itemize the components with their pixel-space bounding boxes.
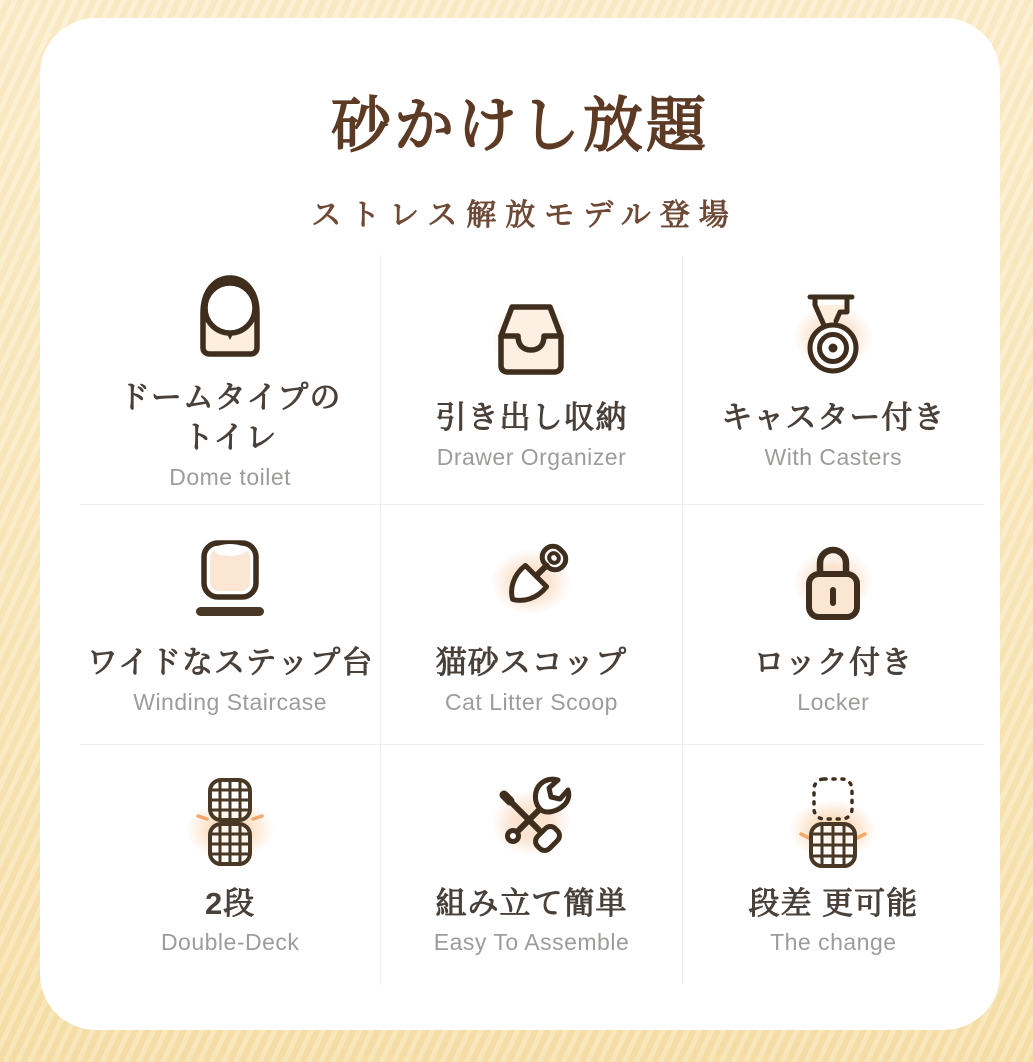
feature-label-en: With Casters	[764, 443, 903, 470]
feature-label-jp: ドームタイプの トイレ	[118, 380, 342, 455]
feature-cell-assemble	[381, 745, 682, 985]
feature-label-en: Dome toilet	[169, 463, 292, 490]
feature-label-en: The change	[770, 929, 897, 956]
feature-cell-dome-toilet	[80, 255, 381, 505]
page-title: 砂かけし放題	[331, 92, 709, 159]
feature-label-en: Double-Deck	[160, 929, 300, 956]
page-subtitle: ストレス解放モデル登場	[311, 199, 738, 232]
feature-label-jp: キャスター付き	[721, 400, 946, 436]
feature-label-en: Easy To Assemble	[433, 929, 630, 956]
feature-label-en: Cat Litter Scoop	[445, 688, 618, 715]
feature-label-en: Winding Staircase	[133, 688, 328, 715]
feature-cell-litter-scoop	[381, 505, 682, 745]
height-change-icon	[785, 774, 881, 870]
feature-label-jp: ワイドなステップ台	[86, 645, 374, 681]
feature-cell-double-deck	[80, 745, 381, 985]
feature-label-en: Locker	[797, 688, 870, 715]
caster-wheel-icon	[785, 288, 881, 384]
feature-label-jp: 2段	[205, 885, 256, 921]
litter-scoop-icon	[483, 533, 579, 629]
drawer-icon	[483, 288, 579, 384]
feature-cell-step-platform	[80, 505, 381, 745]
feature-cell-casters	[683, 255, 984, 505]
feature-label-jp: 組み立て簡単	[435, 885, 628, 921]
feature-label-jp: 猫砂スコップ	[435, 645, 628, 681]
feature-label-en: Drawer Organizer	[436, 443, 627, 470]
step-platform-icon	[182, 533, 278, 629]
lock-icon	[785, 533, 881, 629]
feature-label-jp: ロック付き	[753, 645, 914, 681]
double-deck-icon	[182, 774, 278, 870]
feature-cell-drawer	[381, 255, 682, 505]
feature-cell-lock	[683, 505, 984, 745]
feature-grid	[80, 255, 984, 985]
feature-label-jp: 引き出し収納	[435, 400, 628, 436]
feature-label-jp: 段差 更可能	[748, 885, 919, 921]
feature-cell-height-change	[683, 745, 984, 985]
tools-icon	[483, 774, 579, 870]
feature-card	[40, 18, 1000, 1030]
dome-toilet-icon	[182, 268, 278, 364]
